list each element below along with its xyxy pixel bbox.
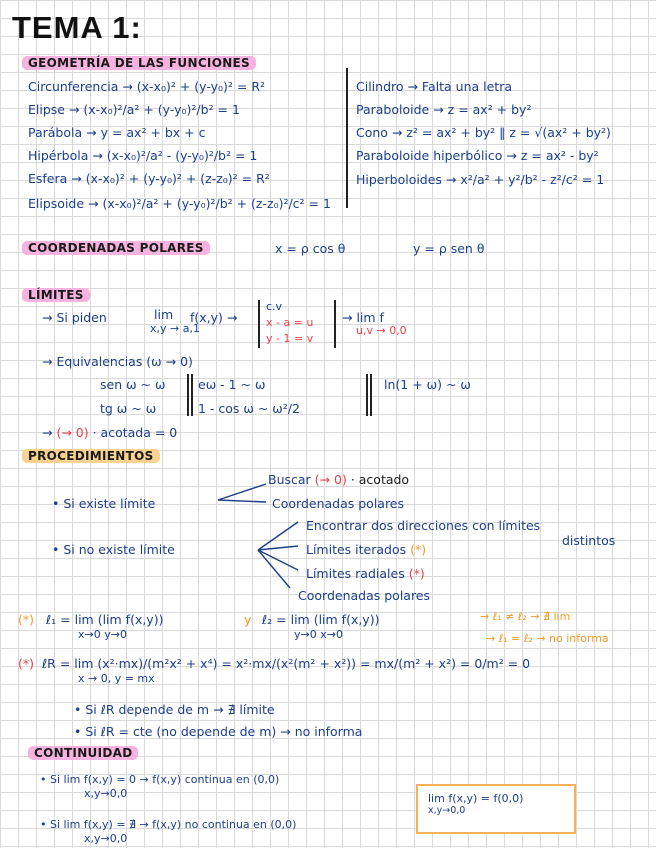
procedures-header: PROCEDIMIENTOS [22,449,160,463]
continuity-definition-box [416,784,576,834]
radial-mark: (*) [18,656,35,671]
not-exists-radial: Límites radiales [306,566,405,581]
not-exists-iterated-mark: (*) [410,542,427,557]
iterated-result-2: → ℓ₁ = ℓ₂ → no informa [486,632,609,645]
limits-sys-cv: c.v [266,300,283,313]
equiv-tg: tg ω ~ ω [100,401,157,416]
geometry-paraboloid: Paraboloide → z = ax² + by² [356,102,532,117]
page-title: TEMA 1: [12,10,142,45]
geometry-header: GEOMETRÍA DE LAS FUNCIONES [22,56,256,70]
limits-sys-bar-right [334,300,336,348]
exists-branch-bounded: · acotado [350,472,410,487]
limits-result: → lim f [342,310,384,325]
geometry-hyperbola: Hipérbola → (x-x₀)²/a² - (y-y₀)²/b² = 1 [28,148,258,163]
polar-x: x = ρ cos θ [275,241,346,256]
geometry-cylinder: Cilindro → Falta una letra [356,79,512,94]
equiv-exp: eω - 1 ~ ω [198,377,266,392]
radial-sub: x → 0, y = mx [78,672,155,685]
radial-case-2: • Si ℓR = cte (no depende de m) → no informa [74,724,363,739]
iterated-l2: ℓ₂ = lim (lim f(x,y)) [262,612,380,627]
geometry-hyperboloids: Hiperboloides → x²/a² + y²/b² - z²/c² = 1 [356,172,605,187]
exists-branch-polar: Coordenadas polares [272,496,405,511]
iterated-l2-sub: y→0 x→0 [294,628,343,641]
not-exists-arrows [256,518,306,592]
exists-limit: • Si existe límite [52,496,156,511]
equiv-cos: 1 - cos ω ~ ω²/2 [198,401,300,416]
limits-ask: → Si piden [42,310,107,325]
radial-formula: ℓR = lim (x²·mx)/(m²x² + x⁴) = x²·mx/(x²(m² + x²)) = mx/(m² + x²) = 0/m² = 0 [42,656,531,671]
radial-case-1: • Si ℓR depende de m → ∄ límite [74,702,275,717]
continuity-header: CONTINUIDAD [28,746,138,760]
iterated-l1-sub: x→0 y→0 [78,628,127,641]
geometry-hyperbolic-paraboloid: Paraboloide hiperbólico → z = ax² - by² [356,148,599,163]
continuity-case-2-sub: x,y→0,0 [84,832,128,845]
limits-f: f(x,y) → [190,310,238,325]
limits-sys-v: y - 1 = v [266,332,314,345]
limits-result-sub: u,v → 0,0 [356,324,407,337]
continuity-definition: lim f(x,y) = f(0,0) [428,792,524,805]
not-exists-polar: Coordenadas polares [298,588,431,603]
limits-lim-sub: x,y → a,1 [150,322,200,335]
equiv-bar-2 [191,374,193,416]
exists-branch-search: Buscar [268,472,311,487]
not-exists-iterated: Límites iterados [306,542,407,557]
limits-lim: lim [154,307,174,322]
geometry-sphere: Esfera → (x-x₀)² + (y-y₀)² + (z-z₀)² = R² [28,171,270,186]
geometry-ellipsoid: Elipsoide → (x-x₀)²/a² + (y-y₀)²/b² + (z-z₀)²/c² = 1 [28,196,331,211]
polar-y: y = ρ sen θ [413,241,485,256]
geometry-cone: Cono → z² = ax² + by² ‖ z = √(ax² + by²) [356,125,611,140]
exists-arrows [216,480,272,510]
iterated-l1: ℓ₁ = lim (lim f(x,y)) [46,612,164,627]
not-exists-directions-cont: distintos [562,533,616,548]
iterated-mark: (*) [18,612,35,627]
equiv-ln: ln(1 + ω) ~ ω [384,377,471,392]
geometry-circle: Circunferencia → (x-x₀)² + (y-y₀)² = R² [28,79,266,94]
limits-sys-u: x - a = u [266,316,314,329]
continuity-case-1: • Si lim f(x,y) = 0 → f(x,y) continua en (0,0) [40,773,280,786]
not-exists-radial-mark: (*) [408,566,425,581]
equiv-bar-3 [366,374,368,416]
bounded-arrow: → [42,425,53,440]
limits-header: LÍMITES [22,288,90,302]
limits-sys-bar-left [258,300,260,348]
equivalences-title: → Equivalencias (ω → 0) [42,354,193,369]
geometry-ellipse: Elipse → (x-x₀)²/a² + (y-y₀)²/b² = 1 [28,102,240,117]
not-exists-directions: Encontrar dos direcciones con límites [306,518,541,533]
equiv-bar-4 [370,374,372,416]
exists-branch-zero: (→ 0) [314,472,347,487]
continuity-case-1-sub: x,y→0,0 [84,787,128,800]
geometry-divider [346,68,348,208]
geometry-parabola: Parábola → y = ax² + bx + c [28,125,206,140]
bounded-zero: (→ 0) [56,425,89,440]
equiv-bar-1 [187,374,189,416]
equiv-sen: sen ω ~ ω [100,377,166,392]
not-exists-limit: • Si no existe límite [52,542,175,557]
continuity-definition-sub: x,y→0,0 [428,805,466,816]
iterated-and: y [244,612,252,627]
bounded-text: · acotada = 0 [92,425,178,440]
continuity-case-2: • Si lim f(x,y) = ∄ → f(x,y) no continua en (0,0) [40,818,297,831]
iterated-result-1: → ℓ₁ ≠ ℓ₂ → ∄ lim [480,610,571,623]
polar-header: COORDENADAS POLARES [22,241,210,255]
